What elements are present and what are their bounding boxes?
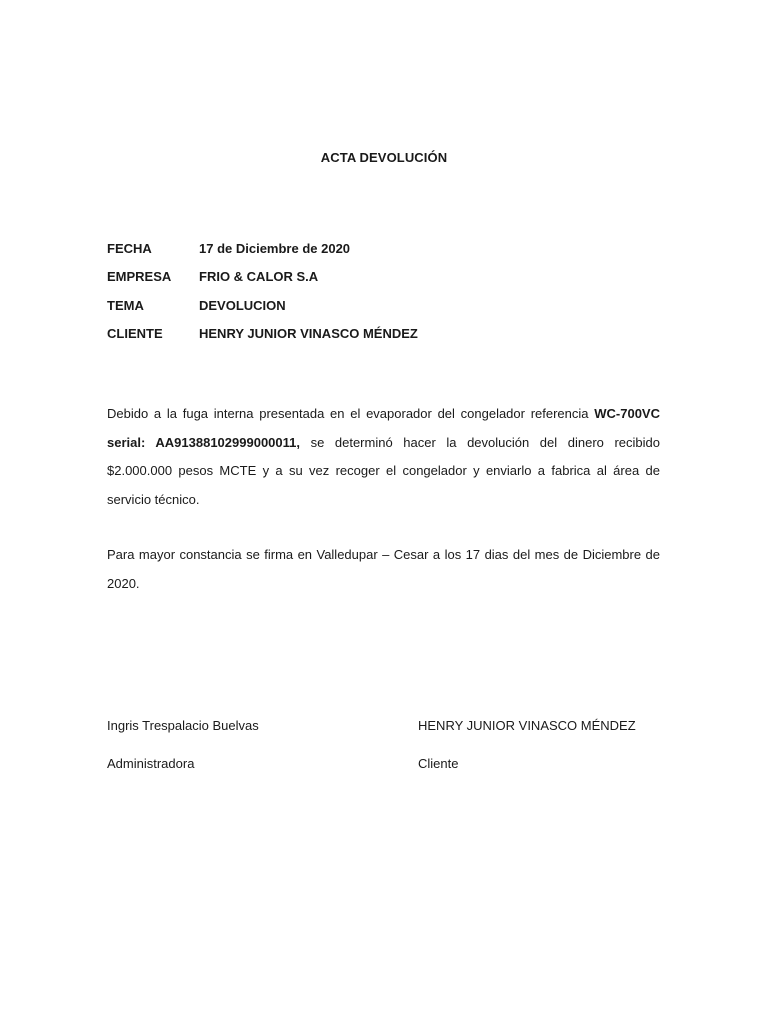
signature-role-right: Cliente	[418, 756, 459, 771]
signature-role-left: Administradora	[107, 756, 195, 771]
document-title: ACTA DEVOLUCIÓN	[320, 150, 448, 165]
field-value: HENRY JUNIOR VINASCO MÉNDEZ	[199, 326, 418, 342]
field-value: 17 de Diciembre de 2020	[199, 240, 351, 256]
field-value: DEVOLUCION	[199, 297, 286, 313]
field-label: FECHA	[107, 240, 152, 256]
field-row-cliente	[107, 320, 667, 349]
signature-name-right: HENRY JUNIOR VINASCO MÉNDEZ	[418, 718, 636, 733]
field-label: TEMA	[107, 297, 144, 313]
field-label: EMPRESA	[107, 269, 172, 285]
field-row-fecha	[107, 234, 667, 263]
signature-name-left: Ingris Trespalacio Buelvas	[107, 718, 259, 733]
body-paragraph-reason	[107, 400, 660, 514]
body-paragraph-constancia: Para mayor constancia se firma en Valledupar – Cesar a los 17 dias del mes de Diciembre de 2020.	[107, 547, 660, 591]
field-row-empresa	[107, 263, 667, 292]
field-row-tema	[107, 291, 667, 320]
field-value: FRIO & CALOR S.A	[199, 269, 319, 285]
paragraph-text: Debido a la fuga interna presentada en el evaporador del congelador referencia	[107, 406, 595, 421]
product-reference: WC-700VC serial: AA91388102999000011,	[107, 406, 660, 450]
field-label: CLIENTE	[107, 326, 163, 342]
document-fields	[107, 234, 667, 348]
paragraph-text: se determinó hacer la devolución del dinero recibido $2.000.000 pesos MCTE y a su vez recoger el congelador y enviarlo a fabrica al área de servicio técnico.	[107, 434, 660, 507]
